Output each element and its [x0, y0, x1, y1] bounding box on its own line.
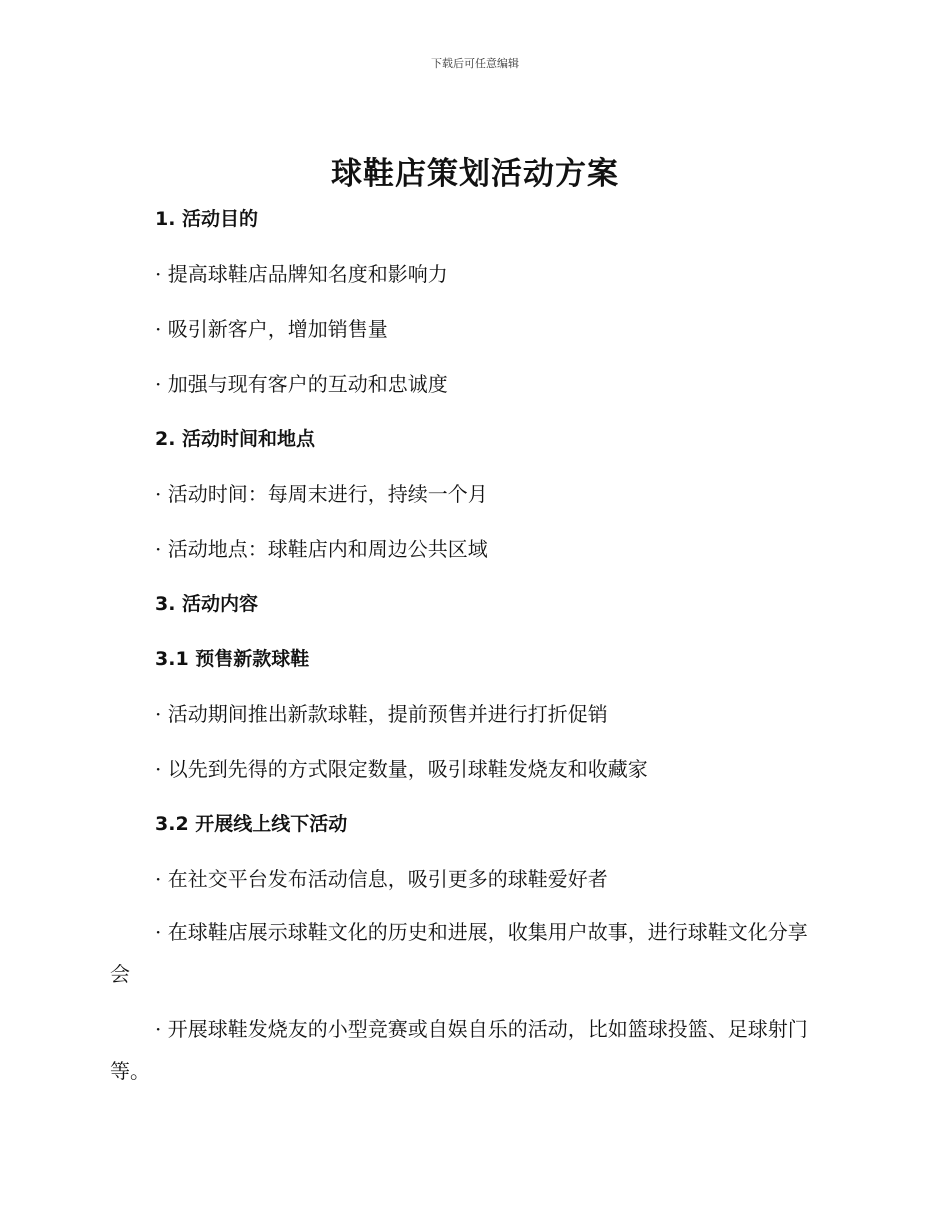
- list-item: · 在社交平台发布活动信息，吸引更多的球鞋爱好者: [155, 867, 608, 891]
- list-item: · 提高球鞋店品牌知名度和影响力: [155, 262, 448, 286]
- subsection-heading-presale: 3.1 预售新款球鞋: [155, 648, 310, 670]
- document-title: 球鞋店策划活动方案: [331, 156, 619, 192]
- list-item: · 加强与现有客户的互动和忠诚度: [155, 372, 448, 396]
- list-item: · 以先到先得的方式限定数量，吸引球鞋发烧友和收藏家: [155, 757, 648, 781]
- paragraph-item: · 在球鞋店展示球鞋文化的历史和进展，收集用户故事，进行球鞋文化分享会: [110, 920, 808, 986]
- section-heading-purpose: 1. 活动目的: [155, 208, 259, 230]
- list-item: · 活动地点：球鞋店内和周边公共区域: [155, 537, 488, 561]
- header-note: 下载后可任意编辑: [431, 57, 519, 70]
- section-heading-time-place: 2. 活动时间和地点: [155, 428, 316, 450]
- paragraph-item: · 开展球鞋发烧友的小型竞赛或自娱自乐的活动，比如篮球投篮、足球射门等。: [110, 1017, 808, 1083]
- section-heading-content: 3. 活动内容: [155, 593, 259, 615]
- list-item: · 活动期间推出新款球鞋，提前预售并进行打折促销: [155, 702, 608, 726]
- list-item: · 吸引新客户，增加销售量: [155, 317, 388, 341]
- subsection-heading-online-offline: 3.2 开展线上线下活动: [155, 813, 348, 835]
- list-item: · 活动时间：每周末进行，持续一个月: [155, 482, 488, 506]
